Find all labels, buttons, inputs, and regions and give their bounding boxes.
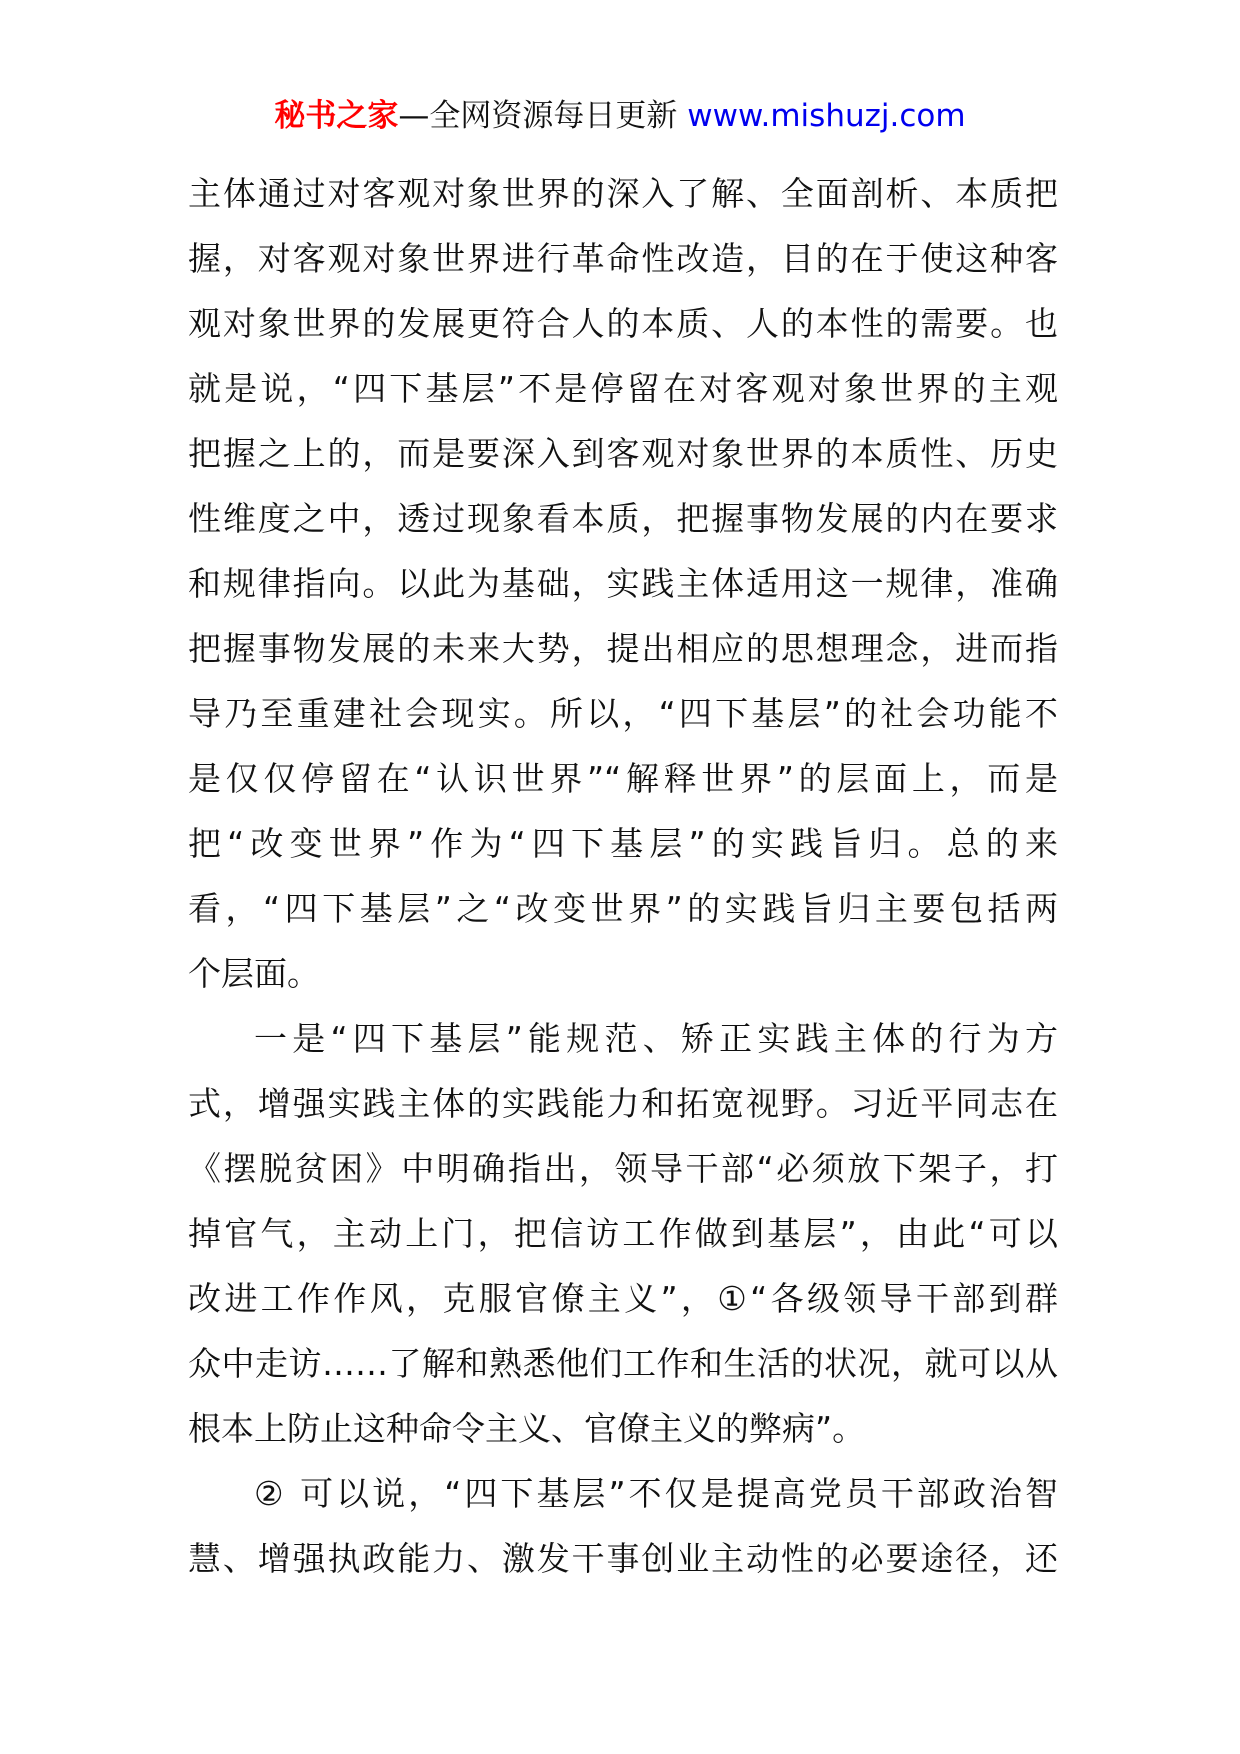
text-line: 根本上防止这种命令主义、官僚主义的弊病”。 <box>188 1409 866 1448</box>
text-line: 个层面。 <box>188 954 320 993</box>
text-line: 把“改变世界”作为“四下基层”的实践旨归。总的来 <box>188 824 1058 863</box>
text-line: 就是说，“四下基层”不是停留在对客观对象世界的主观 <box>188 369 1058 408</box>
text-line: 《摆脱贫困》中明确指出，领导干部“必须放下架子，打 <box>188 1149 1058 1188</box>
site-brand: 秘书之家 <box>274 98 399 134</box>
text-line: 慧、增强执政能力、激发干事创业主动性的必要途径，还 <box>188 1539 1058 1578</box>
text-line: 和规律指向。以此为基础，实践主体适用这一规律，准确 <box>188 564 1058 603</box>
text-line: 性维度之中，透过现象看本质，把握事物发展的内在要求 <box>188 499 1058 538</box>
text-line: 看，“四下基层”之“改变世界”的实践旨归主要包括两 <box>188 889 1058 928</box>
text-line: 把握之上的，而是要深入到客观对象世界的本质性、历史 <box>188 434 1058 473</box>
text-line: 把握事物发展的未来大势，提出相应的思想理念，进而指 <box>188 629 1058 668</box>
paragraph <box>188 1006 1058 1461</box>
text-line: 导乃至重建社会现实。所以，“四下基层”的社会功能不 <box>188 694 1058 733</box>
paragraph <box>188 161 1058 1006</box>
text-line: 众中走访……了解和熟悉他们工作和生活的状况，就可以从 <box>188 1344 1058 1383</box>
site-header <box>0 96 1240 136</box>
text-line: 观对象世界的发展更符合人的本质、人的本性的需要。也 <box>188 304 1058 343</box>
document-body <box>188 161 1058 1591</box>
site-tagline: —全网资源每日更新 <box>398 98 688 134</box>
text-line: 一是“四下基层”能规范、矫正实践主体的行为方 <box>254 1019 1058 1058</box>
text-line: 是仅仅停留在“认识世界”“解释世界”的层面上，而是 <box>188 759 1058 798</box>
text-line: 掉官气，主动上门，把信访工作做到基层”，由此“可以 <box>188 1214 1058 1253</box>
text-line: 主体通过对客观对象世界的深入了解、全面剖析、本质把 <box>188 174 1058 213</box>
text-line: 握，对客观对象世界进行革命性改造，目的在于使这种客 <box>188 239 1058 278</box>
site-url-link[interactable]: www.mishuzj.com <box>687 98 966 134</box>
paragraph <box>188 1461 1058 1591</box>
text-line: 式，增强实践主体的实践能力和拓宽视野。习近平同志在 <box>188 1084 1058 1123</box>
text-line: ② 可以说，“四下基层”不仅是提高党员干部政治智 <box>254 1474 1058 1513</box>
text-line: 改进工作作风，克服官僚主义”，①“各级领导干部到群 <box>188 1279 1058 1318</box>
